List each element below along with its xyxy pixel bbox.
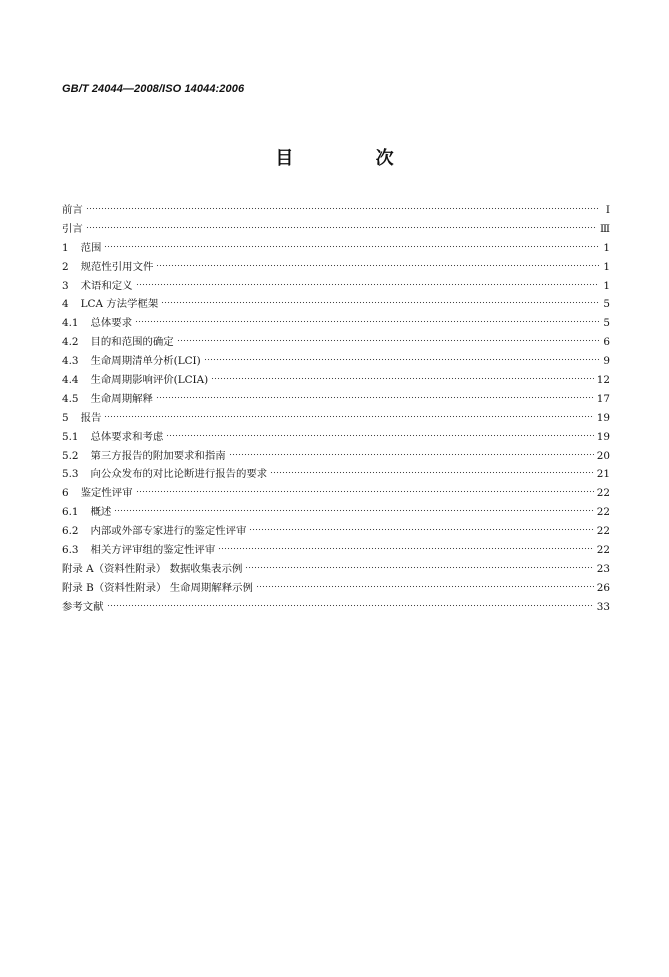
toc-entry-page: 9 <box>603 355 610 368</box>
toc-entry-label <box>62 295 158 314</box>
toc-entry-page: 20 <box>596 449 610 462</box>
toc-entry-label <box>62 522 246 541</box>
toc-entry[interactable] <box>62 484 610 503</box>
toc-entry[interactable] <box>62 258 610 277</box>
toc-entry-page: 1 <box>603 279 610 292</box>
toc-leader-dots <box>270 465 594 475</box>
toc-entry-label <box>62 465 267 484</box>
toc-entry-number: 4.4 <box>62 374 79 387</box>
toc-entry-number: 5 <box>62 411 69 424</box>
toc-entry-title: 概述 <box>90 506 112 519</box>
toc-entry-title: 第三方报告的附加要求和指南 <box>90 449 226 462</box>
toc-leader-dots <box>166 428 594 438</box>
toc-entry[interactable] <box>62 333 610 352</box>
toc-entry-title: LCA 方法学框架 <box>80 298 159 311</box>
toc-entry[interactable] <box>62 277 610 296</box>
toc-entry-label <box>62 390 153 409</box>
toc-entry-page: 5 <box>603 317 610 330</box>
toc-entry-label <box>62 352 201 371</box>
toc-entry-page: 21 <box>596 468 610 481</box>
toc-entry[interactable] <box>62 465 610 484</box>
toc-leader-dots <box>104 239 599 249</box>
toc-entry-title: 总体要求和考虑 <box>90 430 164 443</box>
toc-entry-title: 鉴定性评审 <box>80 487 133 500</box>
toc-entry-page: 1 <box>603 260 610 273</box>
toc-entry-label <box>62 503 111 522</box>
toc-entry-label <box>62 428 163 447</box>
toc-entry-number: 2 <box>62 260 69 273</box>
toc-entry-title: 总体要求 <box>90 317 133 330</box>
toc-entry-number: 6.1 <box>62 506 79 519</box>
toc-entry[interactable] <box>62 598 610 617</box>
toc-leader-dots <box>86 201 599 211</box>
page-title: 目 次 <box>275 148 432 169</box>
toc-entry-title: 附录 A（资料性附录） 数据收集表示例 <box>62 562 243 575</box>
toc-entry-page: 1 <box>603 241 610 254</box>
toc-entry-number: 4 <box>62 298 69 311</box>
toc-entry-title: 内部或外部专家进行的鉴定性评审 <box>90 525 247 538</box>
toc-entry-page: 22 <box>596 544 610 557</box>
toc-entry-title: 相关方评审组的鉴定性评审 <box>90 544 216 557</box>
toc-entry-number: 6 <box>62 487 69 500</box>
toc-leader-dots <box>211 371 594 381</box>
toc-entry-page: 6 <box>603 336 610 349</box>
toc-entry-number: 4.3 <box>62 355 79 368</box>
toc-entry-title: 术语和定义 <box>80 279 133 292</box>
toc-entry-number: 6.2 <box>62 525 79 538</box>
toc-entry-label <box>62 541 215 560</box>
toc-entry[interactable] <box>62 522 610 541</box>
toc-leader-dots <box>256 579 594 589</box>
toc-entry-page: 23 <box>596 562 610 575</box>
toc-entry-page: 33 <box>596 600 610 613</box>
toc-entry-title: 生命周期影响评价(LCIA) <box>90 374 209 387</box>
toc-entry-title: 参考文献 <box>62 600 104 613</box>
toc-entry-title: 向公众发布的对比论断进行报告的要求 <box>90 468 268 481</box>
toc-entry-number: 5.1 <box>62 430 79 443</box>
toc-entry-page: 17 <box>596 392 610 405</box>
toc-entry-page: 19 <box>596 430 610 443</box>
toc-entry-label <box>62 447 226 466</box>
toc-entry-label <box>62 409 101 428</box>
toc-entry[interactable] <box>62 295 610 314</box>
toc-entry-label <box>62 277 133 296</box>
toc-entry-page: Ⅲ <box>599 222 610 235</box>
toc-entry-title: 生命周期清单分析(LCI) <box>90 355 201 368</box>
toc-entry-label <box>62 560 242 579</box>
toc-leader-dots <box>249 522 593 532</box>
toc-entry-title: 规范性引用文件 <box>80 260 154 273</box>
toc-entry-title: 范围 <box>80 241 102 254</box>
toc-entry-label <box>62 371 208 390</box>
toc-entry-title: 目的和范围的确定 <box>90 336 174 349</box>
toc-leader-dots <box>86 220 597 230</box>
toc-entry[interactable] <box>62 579 610 598</box>
toc-entry[interactable] <box>62 560 610 579</box>
toc-entry-label <box>62 201 83 220</box>
toc-leader-dots <box>177 333 599 343</box>
toc-leader-dots <box>204 352 599 362</box>
toc-entry-number: 4.1 <box>62 317 79 330</box>
toc-entry[interactable] <box>62 409 610 428</box>
toc-entry-number: 5.3 <box>62 468 79 481</box>
toc-entry[interactable] <box>62 371 610 390</box>
toc-entry-page: Ⅰ <box>605 204 610 216</box>
toc-entry[interactable] <box>62 239 610 258</box>
toc-entry-label <box>62 484 133 503</box>
toc-entry-page: 22 <box>596 487 610 500</box>
toc-entry[interactable] <box>62 201 610 220</box>
toc-leader-dots <box>229 447 594 457</box>
toc-entry-page: 12 <box>596 374 610 387</box>
toc-leader-dots <box>161 295 599 305</box>
toc-entry-label <box>62 220 83 239</box>
standard-code: GB/T 24044—2008/ISO 14044:2006 <box>62 83 245 95</box>
toc-leader-dots <box>136 484 594 494</box>
toc-entry[interactable] <box>62 428 610 447</box>
toc-entry[interactable] <box>62 314 610 333</box>
toc-entry-label <box>62 314 132 333</box>
toc-entry-page: 5 <box>603 298 610 311</box>
toc-entry[interactable] <box>62 390 610 409</box>
toc-entry[interactable] <box>62 220 610 239</box>
toc-entry-label <box>62 579 253 598</box>
toc-entry-number: 3 <box>62 279 69 292</box>
toc-leader-dots <box>218 541 594 551</box>
toc-entry-number: 6.3 <box>62 544 79 557</box>
toc-entry-title: 前言 <box>62 204 83 216</box>
toc-entry-title: 报告 <box>80 411 102 424</box>
toc-entry-label <box>62 239 101 258</box>
toc-entry-number: 4.5 <box>62 392 79 405</box>
toc-entry-label <box>62 258 153 277</box>
toc-entry[interactable] <box>62 447 610 466</box>
toc-leader-dots <box>156 258 599 268</box>
toc-entry-page: 22 <box>596 525 610 538</box>
toc-entry-title: 生命周期解释 <box>90 392 153 405</box>
toc-leader-dots <box>114 503 593 513</box>
toc-leader-dots <box>107 598 594 608</box>
toc-entry-number: 5.2 <box>62 449 79 462</box>
toc-entry-label <box>62 333 174 352</box>
toc-leader-dots <box>104 409 593 419</box>
toc-entry-title: 附录 B（资料性附录） 生命周期解释示例 <box>62 581 253 594</box>
toc-leader-dots <box>135 314 599 324</box>
toc-leader-dots <box>245 560 593 570</box>
toc-entry-number: 1 <box>62 241 69 254</box>
toc-leader-dots <box>156 390 594 400</box>
toc-entry-number: 4.2 <box>62 336 79 349</box>
toc-leader-dots <box>136 277 599 287</box>
toc-entry-page: 26 <box>596 581 610 594</box>
toc-entry[interactable] <box>62 352 610 371</box>
toc-entry-label <box>62 598 104 617</box>
table-of-contents <box>62 201 610 617</box>
toc-entry-page: 22 <box>596 506 610 519</box>
toc-entry-page: 19 <box>596 411 610 424</box>
toc-entry[interactable] <box>62 503 610 522</box>
toc-entry-title: 引言 <box>62 222 83 235</box>
toc-entry[interactable] <box>62 541 610 560</box>
